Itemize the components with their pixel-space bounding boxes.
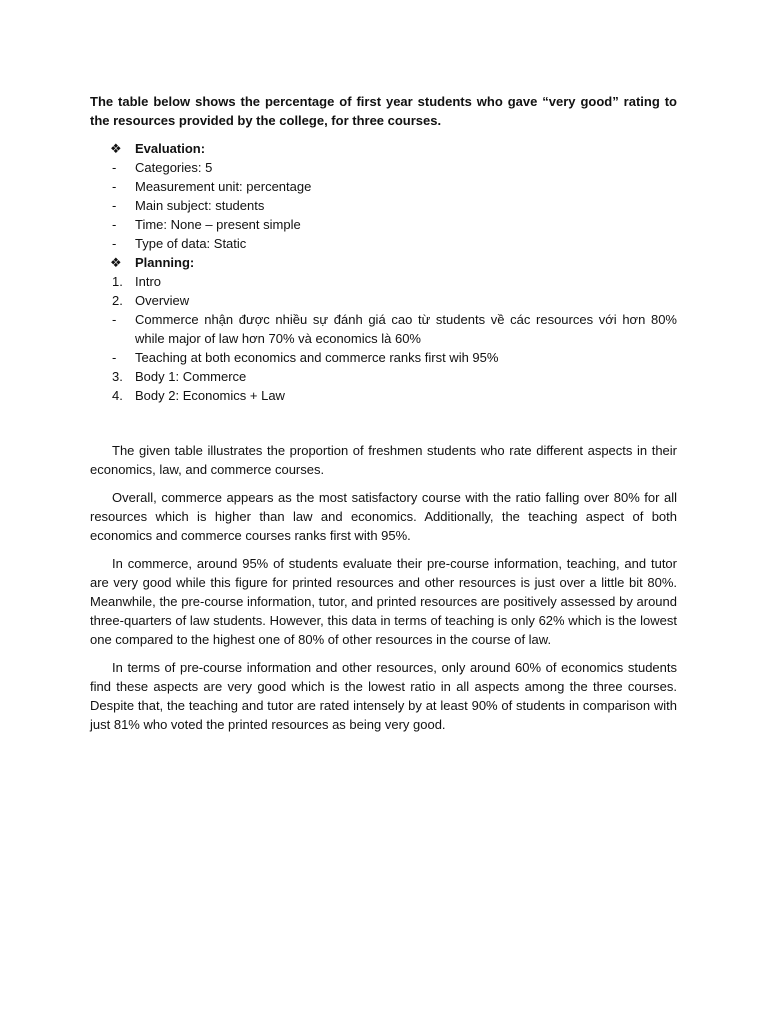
diamond-bullet-icon: ❖ xyxy=(110,141,122,156)
list-item xyxy=(90,253,677,272)
list-item xyxy=(90,139,677,158)
list-number: 4. xyxy=(112,388,123,403)
dash-bullet: - xyxy=(112,312,117,327)
list-number: 2. xyxy=(112,293,123,308)
diamond-bullet-icon: ❖ xyxy=(110,255,122,270)
list-item-text: Overview xyxy=(135,293,190,308)
section-label-planning: Planning: xyxy=(135,255,195,270)
list-item xyxy=(90,215,677,234)
list-item xyxy=(90,272,677,291)
list-item-text: Commerce nhận được nhiều sự đánh giá cao từ students về các resources với hơn 80% while major of law hơn 70% và economics là 60% xyxy=(135,312,677,346)
list-item xyxy=(90,310,677,348)
essay-paragraph-body-2: In terms of pre-course information and other resources, only around 60% of economics students find these aspects are very good which is the lowest ratio in all aspects among the three courses. Despite that, the teaching and tutor are rated intensely by at least 90% of students in comparison with just 81% who voted the printed resources as being very good. xyxy=(90,660,677,732)
dash-bullet: - xyxy=(112,217,117,232)
list-item xyxy=(90,348,677,367)
essay-paragraph-intro: The given table illustrates the proportion of freshmen students who rate different aspects in their economics, law, and commerce courses. xyxy=(90,443,677,477)
list-number: 1. xyxy=(112,274,123,289)
list-item-text: Teaching at both economics and commerce ranks first wih 95% xyxy=(135,350,499,365)
outline-list xyxy=(90,139,677,405)
dash-bullet: - xyxy=(112,236,117,251)
dash-bullet: - xyxy=(112,179,117,194)
list-item-text: Main subject: students xyxy=(135,198,265,213)
dash-bullet: - xyxy=(112,198,117,213)
list-item-text: Measurement unit: percentage xyxy=(135,179,312,194)
task-heading: The table below shows the percentage of first year students who gave “very good” rating to the resources provided by the college, for three courses. xyxy=(90,94,677,128)
list-item-text: Type of data: Static xyxy=(135,236,247,251)
list-item-text: Body 2: Economics + Law xyxy=(135,388,285,403)
dash-bullet: - xyxy=(112,160,117,175)
essay-paragraph-overview: Overall, commerce appears as the most satisfactory course with the ratio falling over 80% for all resources which is higher than law and economics. Additionally, the teaching aspect of both economics and commerce courses ranks first with 95%. xyxy=(90,490,677,543)
list-item xyxy=(90,234,677,253)
document-page xyxy=(90,92,677,743)
list-item xyxy=(90,291,677,310)
section-label-evaluation: Evaluation: xyxy=(135,141,206,156)
dash-bullet: - xyxy=(112,350,117,365)
essay-paragraph-body-1: In commerce, around 95% of students evaluate their pre-course information, teaching, and tutor are very good while this figure for printed resources and other resources is just over a little bit 80%. Meanwhile, the pre-course information, tutor, and printed resources are positively assessed by around three-quarters of law students. However, this data in terms of teaching is only 62% which is the lowest one compared to the highest one of 80% of other resources in the course of law. xyxy=(90,556,677,647)
list-item xyxy=(90,386,677,405)
list-number: 3. xyxy=(112,369,123,384)
list-item xyxy=(90,177,677,196)
list-item xyxy=(90,158,677,177)
list-item-text: Categories: 5 xyxy=(135,160,213,175)
list-item-text: Intro xyxy=(135,274,162,289)
list-item-text: Body 1: Commerce xyxy=(135,369,247,384)
section-spacer xyxy=(90,405,677,441)
list-item xyxy=(90,367,677,386)
list-item-text: Time: None – present simple xyxy=(135,217,301,232)
list-item xyxy=(90,196,677,215)
